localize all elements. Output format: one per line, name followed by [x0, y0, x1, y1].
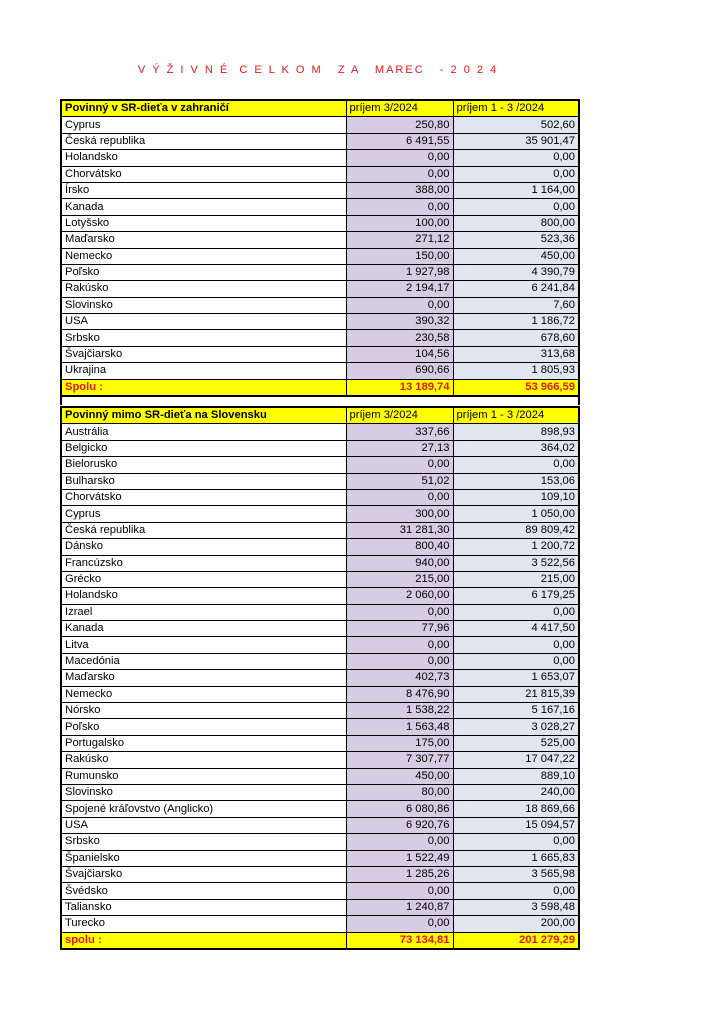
- cumulative-value-cell: 889,10: [453, 768, 579, 784]
- cumulative-value-cell: 0,00: [453, 199, 579, 215]
- cumulative-value-cell: 1 186,72: [453, 314, 579, 330]
- country-cell: Slovinsko: [61, 784, 346, 800]
- table-row: [61, 817, 579, 833]
- month-value-cell: 0,00: [346, 297, 453, 313]
- cumulative-value-cell: 1 200,72: [453, 539, 579, 555]
- table-row: [61, 801, 579, 817]
- cumulative-value-cell: 1 653,07: [453, 670, 579, 686]
- country-cell: Írsko: [61, 182, 346, 198]
- month-value-cell: 1 538,22: [346, 703, 453, 719]
- table-row: [61, 281, 579, 297]
- country-cell: Nórsko: [61, 703, 346, 719]
- table-row: [61, 883, 579, 899]
- month-value-cell: 2 060,00: [346, 588, 453, 604]
- month-value-cell: 51,02: [346, 473, 453, 489]
- month-value-cell: 27,13: [346, 440, 453, 456]
- cumulative-value-cell: 201 279,29: [453, 932, 579, 949]
- country-cell: Srbsko: [61, 834, 346, 850]
- country-cell: Rumunsko: [61, 768, 346, 784]
- table-row: [61, 834, 579, 850]
- cumulative-value-cell: 1 805,93: [453, 363, 579, 379]
- cumulative-value-cell: 153,06: [453, 473, 579, 489]
- table-row: [61, 133, 579, 149]
- country-cell: Dánsko: [61, 539, 346, 555]
- table-row: [61, 314, 579, 330]
- country-cell: Holandsko: [61, 588, 346, 604]
- table-row: [61, 346, 579, 362]
- table-row: [61, 899, 579, 915]
- country-cell: Turecko: [61, 916, 346, 932]
- cumulative-value-cell: 3 522,56: [453, 555, 579, 571]
- month-value-cell: 1 285,26: [346, 866, 453, 882]
- month-value-cell: 73 134,81: [346, 932, 453, 949]
- table-row: [61, 571, 579, 587]
- month-value-cell: 450,00: [346, 768, 453, 784]
- cumulative-value-cell: 5 167,16: [453, 703, 579, 719]
- cumulative-value-cell: 89 809,42: [453, 522, 579, 538]
- cumulative-value-cell: 0,00: [453, 653, 579, 669]
- month-value-cell: 13 189,74: [346, 379, 453, 396]
- country-cell: Chorvátsko: [61, 489, 346, 505]
- country-cell: Švajčiarsko: [61, 866, 346, 882]
- table-row: [61, 719, 579, 735]
- cumulative-value-cell: 1 665,83: [453, 850, 579, 866]
- country-cell: Švajčiarsko: [61, 346, 346, 362]
- month-value-cell: 175,00: [346, 735, 453, 751]
- table-row: [61, 653, 579, 669]
- month-value-cell: 0,00: [346, 199, 453, 215]
- table-row: [61, 686, 579, 702]
- cumulative-value-cell: 0,00: [453, 166, 579, 182]
- cumulative-value-cell: 4 417,50: [453, 621, 579, 637]
- cumulative-value-cell: 3 028,27: [453, 719, 579, 735]
- column-header: Povinný v SR-dieťa v zahraničí: [61, 100, 346, 117]
- total-row: [61, 932, 579, 949]
- country-cell: Litva: [61, 637, 346, 653]
- table-row: [61, 489, 579, 505]
- table-row: [61, 506, 579, 522]
- cumulative-value-cell: 0,00: [453, 604, 579, 620]
- month-value-cell: 7 307,77: [346, 752, 453, 768]
- column-header: Povinný mimo SR-dieťa na Slovensku: [61, 407, 346, 424]
- country-cell: Poľsko: [61, 719, 346, 735]
- month-value-cell: 2 194,17: [346, 281, 453, 297]
- month-value-cell: 6 080,86: [346, 801, 453, 817]
- country-cell: Nemecko: [61, 248, 346, 264]
- cumulative-value-cell: 502,60: [453, 117, 579, 133]
- cumulative-value-cell: 215,00: [453, 571, 579, 587]
- cumulative-value-cell: 3 598,48: [453, 899, 579, 915]
- table-row: [61, 457, 579, 473]
- cumulative-value-cell: 17 047,22: [453, 752, 579, 768]
- month-value-cell: 0,00: [346, 653, 453, 669]
- cumulative-value-cell: 364,02: [453, 440, 579, 456]
- cumulative-value-cell: 1 050,00: [453, 506, 579, 522]
- country-cell: Taliansko: [61, 899, 346, 915]
- month-value-cell: 1 240,87: [346, 899, 453, 915]
- month-value-cell: 690,66: [346, 363, 453, 379]
- table-row: [61, 363, 579, 379]
- month-value-cell: 150,00: [346, 248, 453, 264]
- country-cell: Francúzsko: [61, 555, 346, 571]
- table-child-in-slovakia: [60, 406, 580, 950]
- cumulative-value-cell: 1 164,00: [453, 182, 579, 198]
- column-header: príjem 1 - 3 /2024: [453, 407, 579, 424]
- table-row: [61, 297, 579, 313]
- month-value-cell: 1 563,48: [346, 719, 453, 735]
- country-cell: Maďarsko: [61, 670, 346, 686]
- cumulative-value-cell: 3 565,98: [453, 866, 579, 882]
- table-row: [61, 752, 579, 768]
- cumulative-value-cell: 200,00: [453, 916, 579, 932]
- cumulative-value-cell: 313,68: [453, 346, 579, 362]
- table-row: [61, 539, 579, 555]
- country-cell: Rakúsko: [61, 752, 346, 768]
- country-cell: Grécko: [61, 571, 346, 587]
- table-row: [61, 150, 579, 166]
- country-cell: Chorvátsko: [61, 166, 346, 182]
- month-value-cell: 1 927,98: [346, 264, 453, 280]
- table-row: [61, 473, 579, 489]
- country-cell: Holandsko: [61, 150, 346, 166]
- table-row: [61, 768, 579, 784]
- table-row: [61, 866, 579, 882]
- country-cell: Švédsko: [61, 883, 346, 899]
- country-cell: USA: [61, 314, 346, 330]
- table-row: [61, 440, 579, 456]
- column-header: príjem 3/2024: [346, 100, 453, 117]
- table-row: [61, 232, 579, 248]
- month-value-cell: 0,00: [346, 834, 453, 850]
- country-cell: Španielsko: [61, 850, 346, 866]
- country-cell: Belgicko: [61, 440, 346, 456]
- month-value-cell: 0,00: [346, 489, 453, 505]
- country-cell: Cyprus: [61, 506, 346, 522]
- cumulative-value-cell: 53 966,59: [453, 379, 579, 396]
- table-row: [61, 555, 579, 571]
- table-row: [61, 182, 579, 198]
- month-value-cell: 1 522,49: [346, 850, 453, 866]
- country-cell: Bielorusko: [61, 457, 346, 473]
- country-cell: Česká republika: [61, 133, 346, 149]
- table-row: [61, 703, 579, 719]
- table-row: [61, 637, 579, 653]
- country-cell: USA: [61, 817, 346, 833]
- month-value-cell: 0,00: [346, 916, 453, 932]
- table-row: [61, 117, 579, 133]
- month-value-cell: 230,58: [346, 330, 453, 346]
- month-value-cell: 800,40: [346, 539, 453, 555]
- country-cell: Rakúsko: [61, 281, 346, 297]
- country-cell: Spolu :: [61, 379, 346, 396]
- cumulative-value-cell: 525,00: [453, 735, 579, 751]
- table-row: [61, 604, 579, 620]
- cumulative-value-cell: 240,00: [453, 784, 579, 800]
- column-header: príjem 1 - 3 /2024: [453, 100, 579, 117]
- total-row: [61, 379, 579, 396]
- table-row: [61, 166, 579, 182]
- month-value-cell: 6 491,55: [346, 133, 453, 149]
- month-value-cell: 0,00: [346, 637, 453, 653]
- table-row: [61, 522, 579, 538]
- country-cell: Cyprus: [61, 117, 346, 133]
- month-value-cell: 100,00: [346, 215, 453, 231]
- cumulative-value-cell: 4 390,79: [453, 264, 579, 280]
- country-cell: Bulharsko: [61, 473, 346, 489]
- header-row: [61, 100, 579, 117]
- cumulative-value-cell: 21 815,39: [453, 686, 579, 702]
- country-cell: Austrália: [61, 424, 346, 440]
- cumulative-value-cell: 7,60: [453, 297, 579, 313]
- month-value-cell: 0,00: [346, 883, 453, 899]
- cumulative-value-cell: 6 241,84: [453, 281, 579, 297]
- table-row: [61, 850, 579, 866]
- table-row: [61, 735, 579, 751]
- country-cell: spolu :: [61, 932, 346, 949]
- month-value-cell: 80,00: [346, 784, 453, 800]
- month-value-cell: 390,32: [346, 314, 453, 330]
- table-spacer: [60, 396, 580, 405]
- country-cell: Izrael: [61, 604, 346, 620]
- table-row: [61, 215, 579, 231]
- cumulative-value-cell: 18 869,66: [453, 801, 579, 817]
- cumulative-value-cell: 15 094,57: [453, 817, 579, 833]
- cumulative-value-cell: 523,36: [453, 232, 579, 248]
- month-value-cell: 0,00: [346, 457, 453, 473]
- country-cell: Srbsko: [61, 330, 346, 346]
- cumulative-value-cell: 6 179,25: [453, 588, 579, 604]
- table-row: [61, 670, 579, 686]
- month-value-cell: 104,56: [346, 346, 453, 362]
- cumulative-value-cell: 0,00: [453, 637, 579, 653]
- country-cell: Lotyšsko: [61, 215, 346, 231]
- month-value-cell: 300,00: [346, 506, 453, 522]
- country-cell: Nemecko: [61, 686, 346, 702]
- table-child-abroad: [60, 99, 580, 397]
- month-value-cell: 0,00: [346, 150, 453, 166]
- column-header: príjem 3/2024: [346, 407, 453, 424]
- table-row: [61, 784, 579, 800]
- country-cell: Kanada: [61, 199, 346, 215]
- cumulative-value-cell: 35 901,47: [453, 133, 579, 149]
- month-value-cell: 8 476,90: [346, 686, 453, 702]
- month-value-cell: 0,00: [346, 604, 453, 620]
- country-cell: Maďarsko: [61, 232, 346, 248]
- country-cell: Macedónia: [61, 653, 346, 669]
- country-cell: Kanada: [61, 621, 346, 637]
- cumulative-value-cell: 0,00: [453, 457, 579, 473]
- month-value-cell: 402,73: [346, 670, 453, 686]
- country-cell: Portugalsko: [61, 735, 346, 751]
- page-title: V Ý Ž I V N É C E L K O M Z A MAREC - 2 0 2 4: [137, 64, 499, 76]
- cumulative-value-cell: 678,60: [453, 330, 579, 346]
- table-row: [61, 621, 579, 637]
- cumulative-value-cell: 0,00: [453, 883, 579, 899]
- table-row: [61, 248, 579, 264]
- month-value-cell: 31 281,30: [346, 522, 453, 538]
- month-value-cell: 337,66: [346, 424, 453, 440]
- month-value-cell: 0,00: [346, 166, 453, 182]
- month-value-cell: 215,00: [346, 571, 453, 587]
- month-value-cell: 388,00: [346, 182, 453, 198]
- country-cell: Spojené kráľovstvo (Anglicko): [61, 801, 346, 817]
- country-cell: Česká republika: [61, 522, 346, 538]
- cumulative-value-cell: 800,00: [453, 215, 579, 231]
- cumulative-value-cell: 109,10: [453, 489, 579, 505]
- country-cell: Poľsko: [61, 264, 346, 280]
- month-value-cell: 250,80: [346, 117, 453, 133]
- table-row: [61, 330, 579, 346]
- table-row: [61, 264, 579, 280]
- table-row: [61, 916, 579, 932]
- cumulative-value-cell: 0,00: [453, 150, 579, 166]
- month-value-cell: 6 920,76: [346, 817, 453, 833]
- cumulative-value-cell: 0,00: [453, 834, 579, 850]
- table-row: [61, 588, 579, 604]
- country-cell: Ukrajina: [61, 363, 346, 379]
- month-value-cell: 77,96: [346, 621, 453, 637]
- header-row: [61, 407, 579, 424]
- table-row: [61, 424, 579, 440]
- month-value-cell: 940,00: [346, 555, 453, 571]
- table-row: [61, 199, 579, 215]
- cumulative-value-cell: 450,00: [453, 248, 579, 264]
- cumulative-value-cell: 898,93: [453, 424, 579, 440]
- month-value-cell: 271,12: [346, 232, 453, 248]
- country-cell: Slovinsko: [61, 297, 346, 313]
